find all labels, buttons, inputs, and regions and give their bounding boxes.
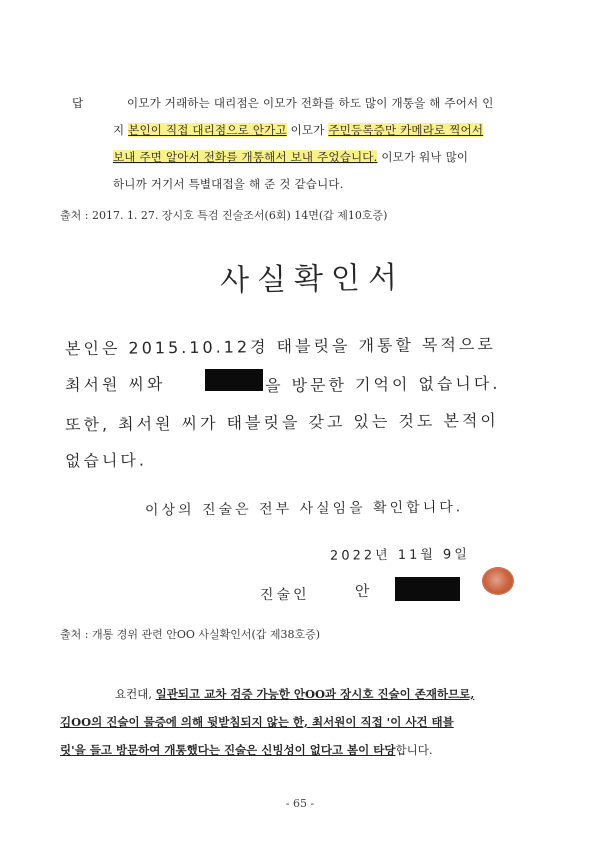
handwritten-statement <box>55 236 555 606</box>
highlighted-text: 주민등록증만 카메라로 찍어서 <box>328 123 484 137</box>
conclusion-emphasis: 일관되고 교차 검증 가능한 안OO과 장시호 진술이 존재하므로, <box>155 687 475 701</box>
quote-segment: 하니까 거기서 특별대접을 해 준 것 같습니다. <box>113 177 344 191</box>
conclusion-line-1 <box>85 680 545 708</box>
conclusion-emphasis: 릿'을 들고 방문하여 개통했다는 진술은 신빙성이 없다고 봄이 타당 <box>60 743 396 757</box>
conclusion-line-3 <box>60 736 545 764</box>
conclusion-lead: 요컨대, <box>115 687 156 701</box>
page-number: - 65 - <box>285 797 315 810</box>
answer-label: 답 <box>72 96 84 110</box>
quote-segment: 이모가 거래하는 대리점은 이모가 전화를 하도 많이 개통을 해 주어서 인 <box>127 96 494 110</box>
quote-text <box>113 144 558 171</box>
redaction-box <box>395 577 460 601</box>
statement-line-4: 없습니다. <box>64 450 148 471</box>
redaction-box <box>205 369 263 391</box>
statement-title: 사실확인서 <box>219 260 406 299</box>
statement-line-3: 또한, 최서원 씨가 태블릿을 갖고 있는 것도 본적이 <box>64 410 499 435</box>
quote-segment: 이모가 워낙 많이 <box>377 150 469 164</box>
statement-line-2a: 최서원 씨와 <box>64 374 166 395</box>
highlighted-text: 본인이 직접 대리점으로 안가고 <box>128 123 287 137</box>
testimony-quote <box>58 90 558 198</box>
quote-text <box>113 171 558 198</box>
signer-label: 진술인 <box>259 586 310 604</box>
conclusion-line-2: 김OO의 진술이 물증에 의해 뒷받침되지 않는 한, 최서원이 직접 '이 사건 태블 <box>60 715 454 729</box>
source-citation-2: 출처 : 개통 경위 관련 안OO 사실확인서(갑 제38호증) <box>60 628 321 641</box>
quote-segment: 이모가 <box>286 123 329 137</box>
highlighted-text: 보내 주면 알아서 전화를 개통해서 보내 주었습니다. <box>113 150 378 164</box>
quote-segment: 지 <box>113 123 129 137</box>
quote-line-2 <box>58 117 558 144</box>
quote-text <box>127 90 558 117</box>
source-citation-1: 출처 : 2017. 1. 27. 장시호 특검 진술조서(6회) 14면(갑 제10호증) <box>60 209 388 222</box>
conclusion-paragraph <box>60 680 545 764</box>
quote-line-1 <box>58 90 558 117</box>
signer-name: 안 <box>354 581 373 601</box>
quote-line-4 <box>58 171 558 198</box>
statement-line-2b: 을 방문한 기억이 없습니다. <box>264 373 501 396</box>
seal-stamp <box>483 568 513 594</box>
conclusion-tail: 합니다. <box>395 743 433 757</box>
quote-text <box>113 117 558 144</box>
statement-date: 2022년 11월 9일 <box>329 547 470 564</box>
quote-line-3 <box>58 144 558 171</box>
statement-line-5: 이상의 진술은 전부 사실임을 확인합니다. <box>144 499 464 519</box>
statement-line-1: 본인은 2015.10.12경 태블릿을 개통할 목적으로 <box>64 334 496 359</box>
